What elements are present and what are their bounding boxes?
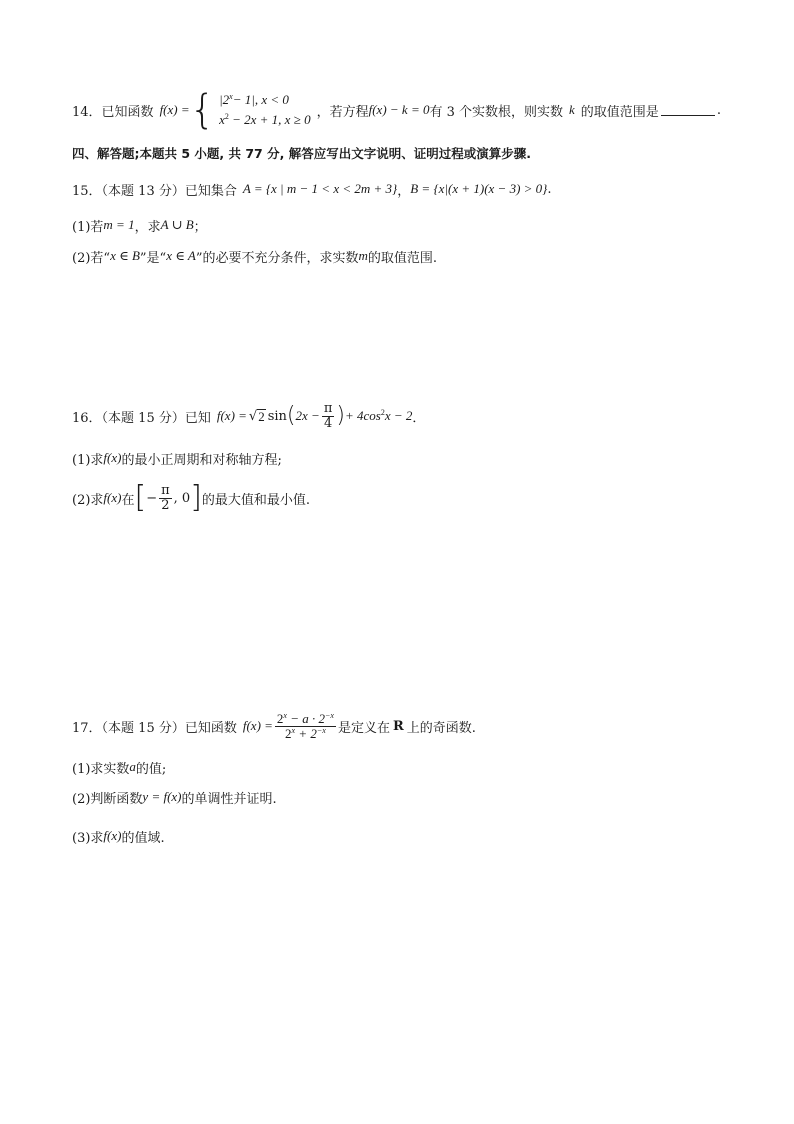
q16-p1-fx: f(x)	[103, 450, 122, 465]
right-paren: )	[336, 403, 345, 428]
q17-text-1: 是定义在	[337, 720, 390, 736]
q14-function-name: f(x) =	[159, 102, 190, 117]
q15-p1-m: m = 1	[103, 217, 135, 232]
sqrt-2: √ 2	[248, 408, 265, 424]
q14-line	[72, 86, 721, 134]
q15-part-2	[72, 246, 437, 266]
q17-function-name: f(x) =	[242, 718, 273, 733]
q16-p1-text-b: 的最小正周期和对称轴方程;	[121, 452, 282, 468]
q17-part-2	[72, 787, 277, 807]
sin-label: sin	[267, 408, 287, 424]
q17-p3-text-a: (3)求	[72, 830, 104, 846]
interval-zero: , 0	[173, 490, 191, 506]
q14-text-1: 已知函数	[101, 104, 154, 120]
q15-p2-m: m	[358, 248, 368, 263]
q16-p1-text-a: (1)求	[72, 452, 104, 468]
q15-head: 15．（本题 13 分）已知集合	[72, 183, 237, 199]
left-bracket: [	[134, 480, 147, 515]
q16-p2-text-c: 的最大值和最小值.	[201, 492, 311, 508]
minus-sign: −	[146, 490, 158, 506]
q14-equation: f(x) − k = 0	[368, 102, 430, 117]
q14-end: .	[716, 102, 721, 118]
piecewise-cases	[219, 90, 311, 130]
q14-text-4: 的取值范围是	[580, 104, 659, 120]
q14-number: 14．	[72, 104, 102, 120]
q17-p2-text-b: 的单调性并证明.	[181, 791, 277, 807]
q16-function-name: f(x) =	[216, 408, 247, 423]
q17-part-3	[72, 826, 165, 846]
q17-p1-a: a	[129, 759, 136, 774]
q17-text-2: 上的奇函数.	[406, 720, 476, 736]
q16-tail: + $4\cos^2x - 2$	[344, 408, 413, 423]
q15-end: .	[547, 181, 552, 197]
answer-blank	[661, 105, 715, 116]
q17-p3-text-b: 的值域.	[121, 830, 165, 846]
piecewise-brace: {	[189, 87, 216, 133]
q16-p2-text-a: (2)求	[72, 492, 104, 508]
q17-p2-yfx: y = f(x)	[142, 789, 182, 804]
q16-end: ．	[412, 410, 426, 426]
q16-p2-text-b: 在	[121, 492, 135, 508]
section-heading: 四、解答题;本题共 5 小题, 共 77 分, 解答应写出文字说明、证明过程或演算步骤.	[72, 146, 531, 161]
q16-head: 16．（本题 15 分）已知	[72, 410, 211, 426]
q14-text-2: ，若方程	[316, 104, 369, 120]
q15-p2-text-f: 的取值范围.	[367, 250, 437, 266]
q15-p1-union: A ∪ B	[160, 217, 194, 232]
q17-stem	[72, 706, 476, 746]
q15-p2-xina: x ∈ A	[166, 248, 196, 263]
set-b: B = {x|(x + 1)(x − 3) > 0}	[410, 181, 548, 196]
q16-part-2	[72, 478, 310, 518]
q15-stem	[72, 178, 552, 200]
reals-symbol: R	[392, 718, 404, 734]
pi-over-2: $\frac{\pi}{2}$	[161, 482, 170, 513]
q17-p3-fx: f(x)	[103, 828, 122, 843]
q15-part-1	[72, 215, 207, 235]
right-bracket: ]	[190, 480, 202, 515]
q14-text-3: 有 3 个实数根，则实数	[429, 104, 564, 120]
q15-p2-xinb: x ∈ B	[110, 248, 140, 263]
q14-k: k	[569, 102, 575, 117]
q16-part-1	[72, 447, 282, 469]
q15-p2-text-c: ”是“	[139, 250, 167, 266]
q16-stem	[72, 396, 425, 436]
q15-comma: ，	[397, 183, 411, 199]
set-a: A = {x | m − 1 < x < 2m + 3}	[242, 181, 398, 196]
q15-p1-text-b: ，求	[134, 219, 161, 235]
q15-p2-text-a: (2)若“	[72, 250, 111, 266]
q16-p2-fx: f(x)	[103, 490, 122, 505]
q17-head: 17．（本题 15 分）已知函数	[72, 720, 237, 736]
q17-p1-text-b: 的值;	[135, 761, 167, 777]
piecewise-case-2: $x^2 - 2x + 1$, x ≥ 0	[219, 112, 311, 127]
q17-fraction: $\frac{2^x - a \cdot 2^{-x}}{2^x + 2^{-x}}$	[276, 710, 334, 741]
q17-part-1	[72, 757, 166, 777]
q15-p1-text-a: (1)若	[72, 219, 104, 235]
q15-p1-text-d: ；	[193, 219, 207, 235]
q15-p2-text-e: ”的必要不充分条件，求实数	[195, 250, 359, 266]
q17-p1-text-a: (1)求实数	[72, 761, 130, 777]
q17-p2-text-a: (2)判断函数	[72, 791, 143, 807]
pi-over-4: $\frac{\pi}{4}$	[323, 400, 333, 431]
piecewise-case-1: $|2^x- 1|$, x < 0	[219, 92, 289, 107]
sin-argument: 2x −	[295, 408, 320, 423]
left-paren: (	[286, 403, 296, 428]
